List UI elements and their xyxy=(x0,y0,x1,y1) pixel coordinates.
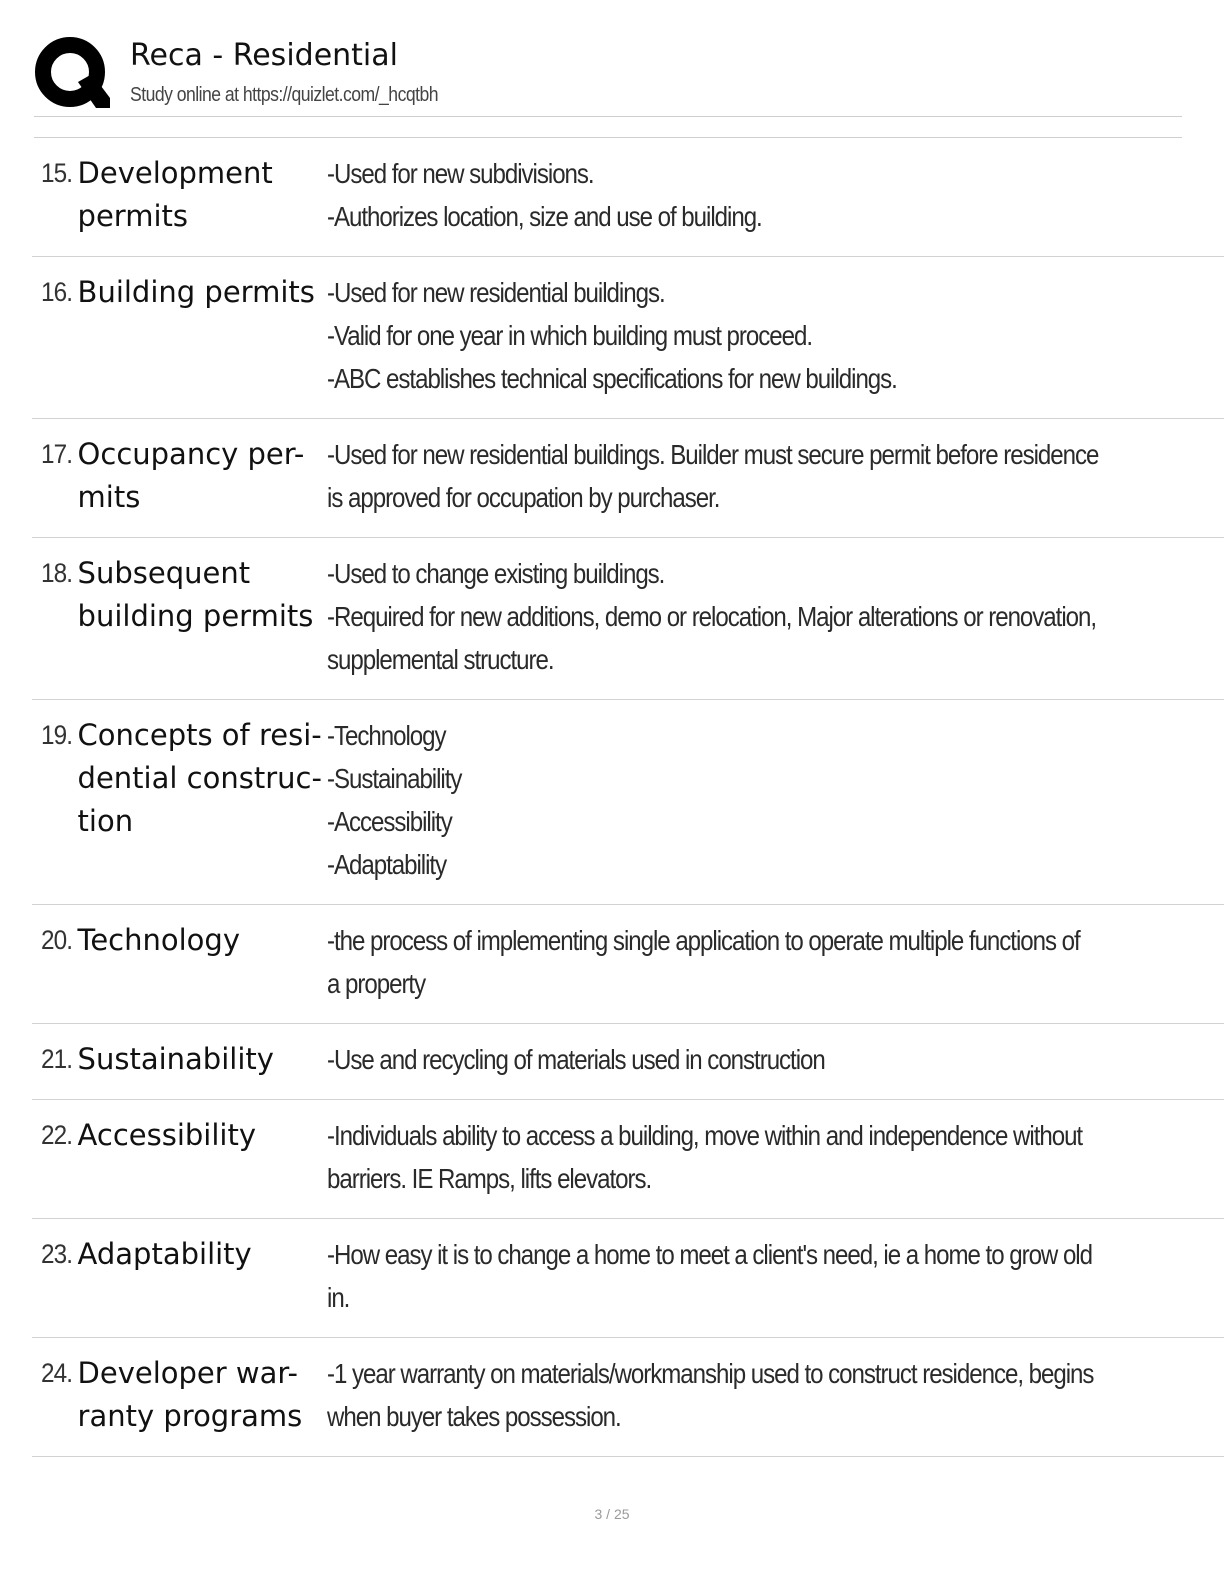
card-term-line: ranty programs xyxy=(77,1399,303,1433)
card-definition-line: is approved for occupation by purchaser. xyxy=(326,482,720,513)
card-definition-line: -Used to change existing buildings. xyxy=(326,558,665,589)
card-definition-line: -Valid for one year in which building must proceed. xyxy=(326,320,812,351)
card-definition-line: -Authorizes location, size and use of building. xyxy=(326,201,762,232)
card-definition-line: -Used for new residential buildings. Builder must secure permit before residence xyxy=(326,439,1099,470)
card-term xyxy=(77,905,326,1024)
card-term xyxy=(77,257,326,419)
flashcard-row xyxy=(32,1024,1224,1100)
card-number-text: 15. xyxy=(41,158,73,188)
card-term-line: Development xyxy=(77,156,273,190)
card-number-text: 23. xyxy=(41,1239,73,1269)
flashcard-row xyxy=(32,1219,1224,1338)
card-definition-line: -Adaptability xyxy=(326,849,447,880)
quizlet-logo-icon xyxy=(34,36,110,112)
flashcard-row xyxy=(32,138,1224,257)
card-term-line: Developer war- xyxy=(77,1356,298,1390)
flashcard-row xyxy=(32,700,1224,905)
flashcard-list xyxy=(32,138,1224,1457)
card-term-line: Building permits xyxy=(77,275,315,309)
flashcard-row xyxy=(32,905,1224,1024)
card-term-line: Technology xyxy=(77,923,240,957)
card-definition xyxy=(326,700,1224,905)
card-definition xyxy=(326,1219,1224,1338)
page-header xyxy=(34,34,1182,144)
header-divider xyxy=(34,116,1182,117)
flashcard-row xyxy=(32,257,1224,419)
card-number xyxy=(32,1219,77,1338)
card-term-line: Concepts of resi- xyxy=(77,718,322,752)
card-definition xyxy=(326,905,1224,1024)
card-definition-line: -Used for new subdivisions. xyxy=(326,158,594,189)
card-term-line: Occupancy per- xyxy=(77,437,305,471)
document-title: Reca - Residential xyxy=(130,38,398,73)
card-definition xyxy=(326,138,1224,257)
card-term-line: Sustainability xyxy=(77,1042,274,1076)
card-definition-line: -Used for new residential buildings. xyxy=(326,277,665,308)
card-term xyxy=(77,1024,326,1100)
card-definition-line: a property xyxy=(326,968,426,999)
card-definition-line: when buyer takes possession. xyxy=(326,1401,621,1432)
card-term-line: permits xyxy=(77,199,188,233)
card-number xyxy=(32,1338,77,1457)
card-term xyxy=(77,700,326,905)
card-definition-line: -How easy it is to change a home to meet a client's need, ie a home to grow old xyxy=(326,1239,1092,1270)
card-definition-line: -1 year warranty on materials/workmanship used to construct residence, begins xyxy=(326,1358,1094,1389)
card-number-text: 20. xyxy=(41,925,73,955)
card-definition xyxy=(326,538,1224,700)
card-definition-line: -Individuals ability to access a building, move within and independence without xyxy=(326,1120,1083,1151)
card-definition-line: -Technology xyxy=(326,720,446,751)
card-number-text: 19. xyxy=(41,720,73,750)
card-number xyxy=(32,700,77,905)
card-term xyxy=(77,419,326,538)
flashcard-row xyxy=(32,1100,1224,1219)
card-term-line: Adaptability xyxy=(77,1237,252,1271)
card-definition-line: supplemental structure. xyxy=(326,644,554,675)
card-definition-line: -the process of implementing single application to operate multiple functions of xyxy=(326,925,1080,956)
card-term-line: dential construc- xyxy=(77,761,322,795)
card-definition xyxy=(326,257,1224,419)
card-definition-line: -ABC establishes technical specifications for new buildings. xyxy=(326,363,897,394)
card-number-text: 17. xyxy=(41,439,73,469)
flashcard-row xyxy=(32,538,1224,700)
card-number xyxy=(32,905,77,1024)
card-term xyxy=(77,138,326,257)
card-term xyxy=(77,1338,326,1457)
card-definition xyxy=(326,419,1224,538)
card-term xyxy=(77,1100,326,1219)
card-definition-line: in. xyxy=(326,1282,350,1313)
card-term-line: Accessibility xyxy=(77,1118,256,1152)
card-term-line: mits xyxy=(77,480,141,514)
card-number-text: 21. xyxy=(41,1044,73,1074)
card-number-text: 22. xyxy=(41,1120,73,1150)
flashcard-row xyxy=(32,419,1224,538)
flashcard-table xyxy=(32,138,1224,1457)
card-definition-line: -Required for new additions, demo or relocation, Major alterations or renovation, xyxy=(326,601,1096,632)
page-number: 3 / 25 xyxy=(594,1506,630,1522)
flashcard-row xyxy=(32,1338,1224,1457)
card-term-line: Subsequent xyxy=(77,556,251,590)
card-number xyxy=(32,257,77,419)
card-definition-line: barriers. IE Ramps, lifts elevators. xyxy=(326,1163,652,1194)
card-term xyxy=(77,1219,326,1338)
card-term-line: tion xyxy=(77,804,134,838)
card-definition-line: -Sustainability xyxy=(326,763,462,794)
card-number xyxy=(32,1024,77,1100)
card-number-text: 16. xyxy=(41,277,73,307)
card-number-text: 24. xyxy=(41,1358,73,1388)
card-definition xyxy=(326,1024,1224,1100)
card-number xyxy=(32,538,77,700)
card-number xyxy=(32,138,77,257)
card-number-text: 18. xyxy=(41,558,73,588)
card-definition-line: -Use and recycling of materials used in construction xyxy=(326,1044,825,1075)
card-number xyxy=(32,419,77,538)
card-number xyxy=(32,1100,77,1219)
card-definition-line: -Accessibility xyxy=(326,806,452,837)
card-term-line: building permits xyxy=(77,599,314,633)
card-definition xyxy=(326,1100,1224,1219)
study-online-link-text: Study online at https://quizlet.com/_hcqtbh xyxy=(130,84,438,106)
card-term xyxy=(77,538,326,700)
card-definition xyxy=(326,1338,1224,1457)
